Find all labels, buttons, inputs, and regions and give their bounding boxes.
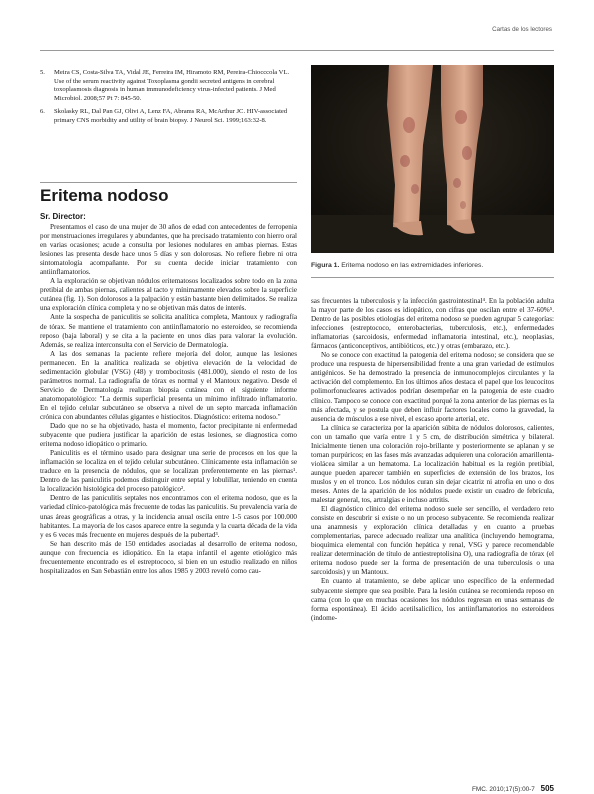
reference-number: 6. <box>40 107 45 115</box>
body-paragraph: A las dos semanas la paciente refiere mejoría del dolor, aunque las lesiones permanecen. En la analítica realizada se objetiva elevación de la velocidad de sedimentación globular (VSG) (48) y trombocitosis (481.000), siendo el resto de los parámetros normal. La radiografía de tórax es normal y el Mantoux negativo. Desde el Servicio de Dermatología realizan biopsia cutánea con el siguiente informe anatomopatológico: "La dermis superficial presenta un mínimo infiltrado inflamatorio. En el tejido celular subcutáneo se observa a nivel de un septo marcada inflamación crónica con abundantes células gigantes e histiocitos. Diagnóstico: eritema nodoso." <box>40 349 297 421</box>
reference-number: 5. <box>40 69 45 76</box>
body-paragraph: Presentamos el caso de una mujer de 30 años de edad con antecedentes de ferropenia por menstruaciones irregulares y abundantes, que ha precisado tratamiento con hierro oral en varias ocasiones; acude a consulta por lesiones nodulares en ambas piernas. Estas lesiones las presenta desde hace unos 5 días y son dolorosas. No refiere fiebre ni otra sintomatología acompañante. Por su cuenta decide iniciar tratamiento con antiinflamatorios. <box>40 223 297 277</box>
page-number: 505 <box>540 784 554 793</box>
body-paragraph: Paniculitis es el término usado para designar una serie de procesos en los que la inflamación se localiza en el tejido celular subcutáneo. Clínicamente esta inflamación se traduce en la presencia de nódulos, que se localizan preferentemente en las piernas¹. Dentro de las paniculitis podemos distinguir entre septal y lobulillar, teniendo en cuenta la localización histológica del proceso patológico². <box>40 449 297 494</box>
body-paragraph: Ante la sospecha de paniculitis se solicita analítica completa, Mantoux y radiografía de tórax. Se mantiene el tratamiento con antiinflamatorio no esteroideo, se recomienda reposo (baja laboral) y se cita a la paciente en unos días para valorar la evolución. Además, se realiza interconsulta con el Servicio de Dermatología. <box>40 313 297 349</box>
article-title: Eritema nodoso <box>40 186 169 205</box>
figure-photo <box>311 65 554 253</box>
body-paragraph: El diagnóstico clínico del eritema nodoso suele ser sencillo, el verdadero reto consiste en descubrir si existe o no un proceso subyacente. Se recomienda realizar una anamnesis y exploración clínica detalladas y en cuanto a pruebas complementarias, parece adecuado realizar una analítica (incluyendo hemograma, bioquímica elemental con función hepática y renal, VSG y parece recomendable realizar determinación de título de antiestreptolisina O), una radiografía de tórax (el eritema nodoso puede ser la forma de presentación de una tuberculosis o una sarcoidosis) y un Mantoux. <box>311 505 554 577</box>
journal-citation: FMC. 2010;17(5):00-7 <box>471 786 535 793</box>
figure-caption <box>311 262 554 269</box>
body-paragraph: A la exploración se objetivan nódulos eritematosos localizados sobre todo en la zona pretibial de ambas piernas, calientes al tacto y mínimamente elevados sobre la superficie cutánea (fig. 1). Son dolorosos a la palpación y están bastante bien delimitados. Se realiza una exploración clínica completa y no se objetivan más datos de interés. <box>40 277 297 313</box>
reference-list <box>40 69 296 129</box>
caption-rule <box>311 277 554 278</box>
legs-photo-illustration <box>311 65 554 253</box>
top-rule <box>40 50 554 51</box>
reference-text: Meira CS, Costa-Silva TA, Vidal JE, Ferreira IM, Hiramoto RM, Pereira-Chiocccola VL. Use of the serum reactivity against Toxoplasma gondii secreted antigens in cerebral toxoplasmosis diagnosis in human immunodeficiency virus-infected patients. J Med Microbiol. 2008;57 Pt 7: 845-50. <box>54 69 290 103</box>
figure-caption-text: Eritema nodoso en las extremidades inferiores. <box>341 262 484 269</box>
article-column-left <box>40 212 297 778</box>
running-head: Cartas de los lectores <box>492 26 552 33</box>
reference-item <box>40 69 296 104</box>
body-paragraph: sas frecuentes la tuberculosis y la infección gastrointestinal⁴. En la población adulta la mayor parte de los casos es idiopático, con cifras que oscilan entre el 37-60%⁵. Dentro de las posibles etiologías del eritema nodoso se pueden agrupar 5 categorías: infecciones (estreptococo, enterobacterias, tuberculosis, etc.), enfermedades inflamatorias (sarcoidosis, enfermedad inflamatoria intestinal, etc.), neoplasias, fármacos (anticonceptivos, antibióticos, etc.) y otras (embarazo, etc.). <box>311 297 554 351</box>
reference-text: Skolasky RL, Dal Pan GJ, Olivi A, Lenz FA, Abrams RA, McArthur JC. HIV-associated primary CNS morbidity and utility of brain biopsy. J Neurol Sci. 1999;163:32-8. <box>54 107 288 124</box>
reference-item <box>40 108 296 125</box>
body-paragraph: En cuanto al tratamiento, se debe aplicar uno específico de la enfermedad subyacente siempre que sea posible. Para la lesión cutánea se recomienda reposo en cama (con lo que en muchas ocasiones los nódulos regresan en unas semanas de forma espontánea). El ácido acetilsalicílico, los antiinflamatorios no esteroideos (indome- <box>311 577 554 622</box>
body-paragraph: Dado que no se ha objetivado, hasta el momento, factor precipitante ni enfermedad subyacente que pudiera justificar la aparición de estas lesiones, se diagnostica como eritema nodoso idiopático o primario. <box>40 422 297 449</box>
figure-label: Figura 1. <box>311 262 340 269</box>
article-column-right <box>311 297 554 769</box>
salutation: Sr. Director: <box>40 212 86 221</box>
body-paragraph: No se conoce con exactitud la patogenia del eritema nodoso; se considera que se produce una respuesta de hipersensibilidad frente a una gran variedad de estímulos antigénicos. Se ha demostrado la presencia de inmunocomplejos circulantes y la activación del complemento. En los últimos años destaca el papel que los leucocitos polimorfonucleares activados podrían desempeñar en la patogenia de este cuadro clínico. Tampoco se conoce con exactitud porqué la zona anterior de las piernas es la más afectada, y se postula que deben influir factores locales como la gravedad, la ausencia de músculos a ese nivel, el escaso aporte arterial, etc. <box>311 351 554 423</box>
page-footer <box>472 784 554 793</box>
section-rule <box>40 182 297 183</box>
body-paragraph: Se han descrito más de 150 entidades asociadas al desarrollo de eritema nodoso, aunque con frecuencia es idiopático. En la etapa infantil el agente etiológico más frecuentemente encontrado es el estreptococo, si bien en un estudio realizado en niños hospitalizados en San Sebastián entre los años 1985 y 2003 reveló como cau- <box>40 539 297 575</box>
body-paragraph: La clínica se caracteriza por la aparición súbita de nódulos dolorosos, calientes, con un tamaño que varía entre 1 y 5 cm, de distribución simétrica y bilateral. Inicialmente tienen una coloración rojo-brillante y posteriormente se aplanan y se tornan purpúricos; en las fases más avanzadas adquieren una coloración amarillenta-violácea similar a un hematoma. La localización habitual es la región pretibial, aunque pueden aparecer también en superficies de extensión de los brazos, los muslos y en el tronco. Los nódulos curan sin dejar cicatriz ni atrofia en uno o dos meses. Antes de la aparición de los nódulos puede existir un cuadro de febrícula, malestar general, tos, artralgias e incluso artritis. <box>311 423 554 505</box>
body-paragraph: Dentro de las paniculitis septales nos encontramos con el eritema nodoso, que es la variedad clínico-patológica más frecuente de todas las paniculitis. Su prevalencia varía de unas áreas geográficas a otras, y la incidencia anual oscila entre 1-5 casos por 100.000 habitantes. La mayoría de los casos aparece entre la segunda y la cuarta década de la vida y es 6 veces más frecuente en mujeres después de la pubertad³. <box>40 494 297 539</box>
